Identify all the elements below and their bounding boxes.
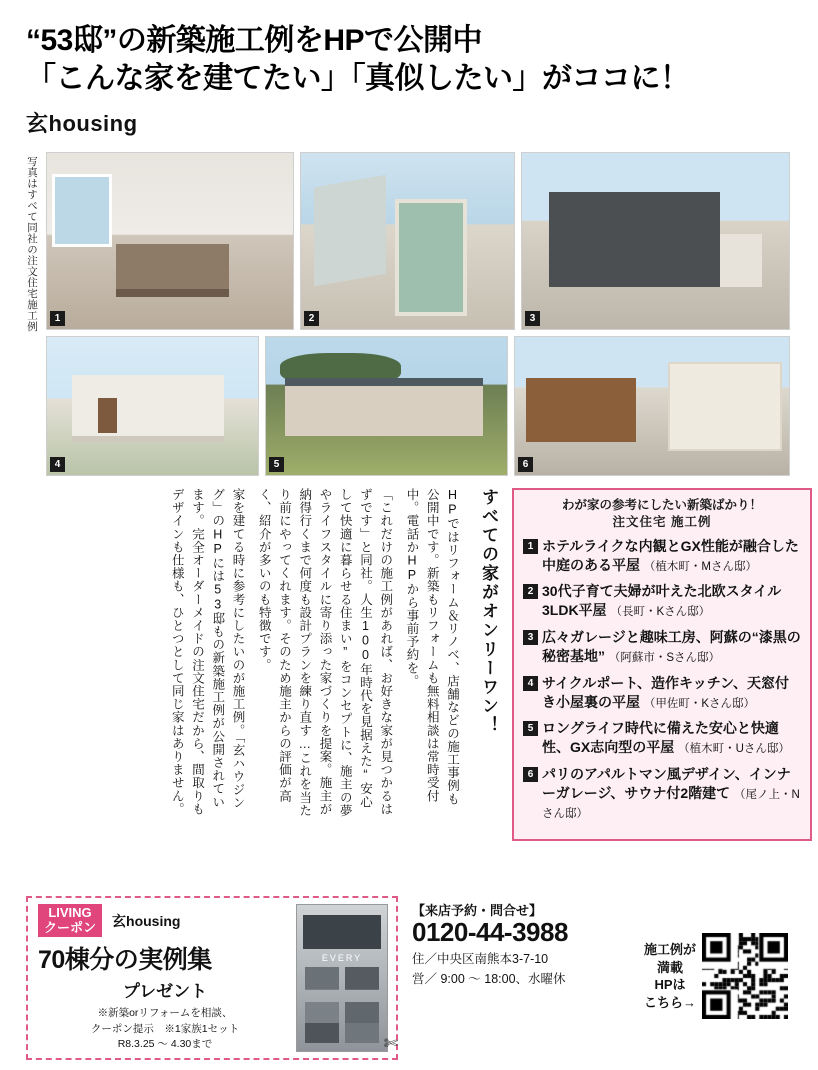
article-column-1: 家を建てる時に参考にしたいのが施工例。「玄ハウジング」のHPには53邸もの新築施工例が公開されています。完全オーダーメイドの注文住宅だから、間取りもデザインも仕様も、ひとつとして同じ家はありません。: [170, 487, 245, 816]
qr-code-icon[interactable]: [702, 933, 788, 1019]
coupon-notes: [38, 1006, 292, 1052]
headline-line-1: “53邸”の新築施工例をHPで公開中: [26, 24, 483, 57]
qr-label-line-4: こちら→: [644, 994, 697, 1010]
black-exterior-photo: [521, 152, 790, 330]
booklet-title: EVERY: [321, 953, 363, 964]
photo-number: 6: [518, 457, 533, 472]
coupon-brand: 玄housing: [112, 912, 181, 929]
list-item: [523, 674, 801, 713]
example-box-heading-line-2: 注文住宅 施工例: [612, 514, 712, 529]
white-flat-house-photo: [46, 336, 259, 476]
scissors-icon: ✄: [383, 1034, 398, 1053]
example-sub: （甲佐町・Kさん邸）: [643, 697, 756, 710]
example-number: 2: [523, 584, 538, 599]
footer: [26, 896, 792, 1060]
coupon-content: [38, 904, 292, 1052]
example-box-heading: [523, 497, 801, 531]
coupon-note-3: R8.3.25 ～ 4.30まで: [117, 1037, 213, 1050]
interior-kitchen-photo: [46, 152, 294, 330]
list-item: [523, 628, 801, 667]
example-sub: （阿蘇市・Sさん邸）: [608, 651, 721, 664]
phone-number[interactable]: 0120-44-3988: [412, 917, 568, 948]
example-number: 1: [523, 539, 538, 554]
coupon-title: 70棟分の実例集: [38, 946, 212, 975]
qr-label: [644, 941, 696, 1011]
example-number: 3: [523, 630, 538, 645]
company-brand: 玄housing: [26, 110, 138, 136]
living-label: LIVING: [48, 905, 92, 921]
page-title: [26, 22, 792, 99]
coupon-note-1: ※新築orリフォームを相談、: [97, 1007, 233, 1020]
example-list-column: [512, 488, 812, 841]
list-item: [523, 765, 801, 823]
photo-number: 2: [304, 311, 319, 326]
example-text: 広々ガレージと趣味工房、阿蘇の“漆黒の秘密基地”: [542, 628, 801, 664]
example-number: 5: [523, 721, 538, 736]
booklet-photo: [296, 904, 388, 1052]
article-column-2: 「これだけの施工例があれば、お好きな家が見つかるはずです」と同社。人生100年時代を見据えた“安心して快適に暮らせる住まい”をコンセプトに、施主の夢やライフスタイルに寄り添った家づくりを提案。施主が納得行くまで何度も設計プランを練り直す…これを当たり前にやってくれます。そのため施主からの評価が高く、紹介が多いのも特徴です。: [257, 487, 393, 817]
example-sub: （尾ノ上・Nさん邸）: [542, 788, 800, 821]
photo-row-top: [46, 152, 792, 330]
wide-flat-roof-house-photo: [265, 336, 508, 476]
contact-block: [406, 896, 636, 1060]
article-body: [46, 488, 812, 841]
entrance-green-door-photo: [300, 152, 515, 330]
example-text: ロングライフ時代に備えた安心と快適性、GX志向型の平屋: [542, 720, 779, 756]
qr-block: [644, 896, 792, 1060]
photo-gallery: [26, 152, 792, 476]
living-coupon-badge: [38, 904, 102, 937]
article-column-3: HPではリフォーム＆リノベ、店舗などの施工事例も公開中です。新築もリフォームも無料相談は常時受付中。電話かHPから事前予約を。: [404, 487, 460, 806]
garage-house-photo: [514, 336, 790, 476]
example-text: 30代子育て夫婦が叶えた北欧スタイル3LDK平屋: [542, 583, 782, 619]
example-box-heading-line-1: わが家の参考にしたい新築ばかり！: [561, 497, 762, 512]
list-item: [523, 582, 801, 621]
coupon-subtitle: プレゼント: [122, 982, 208, 1002]
photo-number: 3: [525, 311, 540, 326]
contact-hours: 営／ 9:00 ～ 18:00、水曜休: [412, 972, 566, 987]
example-text: サイクルポート、造作キッチン、天窓付き小屋裏の平屋: [542, 674, 789, 710]
contact-address: 住／中央区南熊本3-7-10: [412, 952, 549, 967]
qr-label-line-2: 満載: [657, 959, 684, 975]
example-list: [523, 537, 801, 824]
coupon-label: クーポン: [44, 919, 97, 935]
coupon: [26, 896, 398, 1060]
contact-label: 【来店予約・問合せ】: [412, 903, 543, 919]
list-item: [523, 719, 801, 758]
article-columns: [167, 488, 469, 818]
coupon-note-2: クーポン提示 ※1家族1セット: [90, 1022, 240, 1035]
list-item: [523, 537, 801, 576]
example-box: [512, 488, 812, 841]
example-text: パリのアパルトマン風デザイン、インナーガレージ、サウナ付2階建て: [542, 765, 791, 801]
example-sub: （長町・Kさん邸）: [610, 606, 711, 619]
photo-number: 5: [269, 457, 284, 472]
photo-row-bottom: [46, 336, 792, 476]
photo-number: 4: [50, 457, 65, 472]
photo-number: 1: [50, 311, 65, 326]
example-sub: （植木町・Mさん邸）: [643, 560, 757, 573]
example-number: 6: [523, 767, 538, 782]
qr-label-line-3: HPは: [654, 977, 686, 993]
example-sub: （植木町・Uさん邸）: [678, 743, 790, 756]
coupon-header: [38, 904, 292, 937]
example-number: 4: [523, 676, 538, 691]
qr-label-line-1: 施工例が: [644, 942, 697, 958]
article-lead: すべての家がオンリーワン！: [479, 487, 498, 735]
example-text: ホテルライクな内観とGX性能が融合した中庭のある平屋: [542, 537, 799, 573]
headline-line-2: 「こんな家を建てたい」「真似したい」がココに！: [26, 62, 690, 96]
photo-gallery-caption: 写真はすべて同社の注文住宅施工例: [26, 155, 38, 332]
